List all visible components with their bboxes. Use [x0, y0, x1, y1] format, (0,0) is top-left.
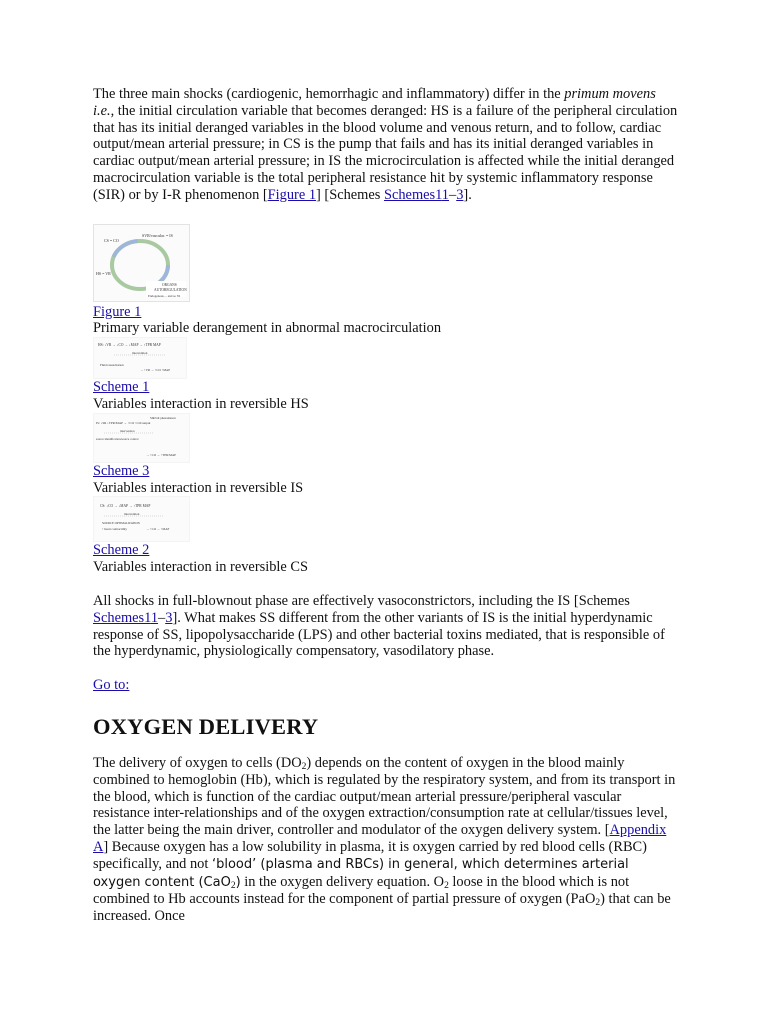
fig1-label: SVR/vascular. = IS: [142, 232, 173, 238]
text: ].: [463, 186, 472, 203]
go-to-link[interactable]: Go to:: [93, 677, 130, 694]
text: in the oxygen delivery equation. O: [240, 873, 445, 890]
text: ]. What makes SS different from the other variants of IS is the initial hyperdynamic response of SS, lipopolysaccharide (LPS) and other bacterial toxins mediated, that is responsible of the hyperdynamic, physiologically compensatory, vasodilatory phase.: [93, 609, 665, 660]
scheme-3-link[interactable]: 3: [165, 609, 173, 626]
scheme3-label: intervention: [120, 428, 135, 433]
subscript: 2: [301, 761, 307, 772]
figure-1-inline-link[interactable]: Figure 1: [267, 186, 317, 203]
scheme1-label: → ↑VR → ↑CO ↑MAP: [140, 368, 171, 373]
text: The delivery of oxygen to cells (DO: [93, 754, 302, 771]
scheme-3-link[interactable]: 3: [456, 186, 464, 203]
scheme-3-thumbnail[interactable]: [93, 413, 190, 463]
vasoconstrictor-paragraph: [93, 593, 678, 660]
schemes-link[interactable]: Schemes1: [93, 609, 151, 626]
fig1-label: Endogenous ... and so SS: [148, 293, 181, 298]
scheme-1-caption-link[interactable]: Scheme 1: [93, 379, 150, 396]
scheme-1-link[interactable]: 1: [441, 186, 449, 203]
text: ‘blood’ (plasma and RBCs) in general, which determines arterial oxygen content (CaO: [93, 856, 629, 890]
scheme-2-caption: Variables interaction in reversible CS: [93, 559, 308, 576]
scheme3-label: IS: ↓SR ↓TPR/MAP → ↑CO ↑CO/output: [96, 420, 151, 425]
subscript: 2: [595, 898, 601, 909]
article-body: [93, 86, 678, 925]
text: –: [449, 186, 457, 203]
figure-1-link[interactable]: Figure 1: [93, 303, 142, 320]
scheme-1-diagram: [94, 338, 186, 378]
scheme1-label: intervention: [132, 351, 148, 356]
scheme-2-thumbnail[interactable]: [93, 496, 190, 542]
text: All shocks in full-blownout phase are effectively vasoconstrictors, including the IS [Schemes: [93, 592, 630, 609]
fig1-label: HS = VR: [96, 270, 111, 276]
scheme-3-caption: Variables interaction in reversible IS: [93, 479, 304, 496]
scheme-1-thumbnail[interactable]: [93, 337, 187, 379]
scheme1-label: HS: ↓VR → ↓CO → ↓MAP → ↑TPR MAP: [98, 343, 161, 348]
text: , the initial circulation variable that becomes deranged: HS is a failure of the peripheral circulation that has its initial deranged variables in the blood volume and venous return, and to follow, cardiac output/mean arterial pressure; in CS is the pump that fails and has its initial deranged variables in cardiac output/mean arterial pressure; in IS the microcirculation is affected while the initial deranged macrocirculation variable is the total peripheral resistance hit by systemic inflammatory response (SIR) or by I-R phenomenon [: [93, 102, 678, 203]
section-heading-oxygen-delivery: OXYGEN DELIVERY: [93, 713, 319, 739]
text: ) that can be increased. Once: [93, 891, 671, 925]
scheme2-label: ↑ heart contractility: [102, 527, 127, 532]
scheme2-label: → ↑CO → ↑MAP: [146, 527, 170, 532]
text: ) depends on the content of oxygen in the blood mainly combined to hemoglobin (Hb), which is regulated by the respiratory system, and from its transport in the blood, which is function of the cardiac output/mean arterial pressure/peripheral vascular resistance inter-relationships and of the oxygen extraction/consumption rate at cellular/tissues level, the latter being the main driver, controller and modulator of the oxygen delivery system. [: [93, 754, 676, 839]
appendix-a-link[interactable]: Appendix A: [93, 822, 667, 855]
oxygen-delivery-paragraph: [93, 755, 678, 925]
fig1-label: AUTOREGULATION: [154, 287, 187, 292]
scheme-2-diagram: [94, 497, 189, 541]
scheme-3-diagram: [94, 414, 189, 462]
figure-1-thumbnail[interactable]: [93, 224, 190, 302]
subscript: 2: [230, 880, 236, 891]
scheme1-label: Fluid resuscitation: [100, 363, 124, 368]
text: loose in the blood which is not combined to Hb accounts instead for the component of partial pressure of oxygen (PaO: [93, 873, 630, 908]
text: –: [158, 609, 166, 626]
scheme2-label: intervention: [124, 512, 140, 517]
fig1-label: CS = CO: [104, 237, 119, 243]
schemes-link[interactable]: Schemes1: [383, 186, 442, 203]
emphasis-primum-movens: primum movens i.e.: [93, 86, 656, 119]
scheme-2-caption-link[interactable]: Scheme 2: [93, 542, 150, 559]
scheme2-label: SOURCE OPTIMALIZATION: [102, 521, 140, 526]
figure-1-caption: Primary variable derangement in abnormal macrocirculation: [93, 320, 442, 337]
text: ] [Schemes: [316, 186, 384, 203]
scheme-1-caption: Variables interaction in reversible HS: [93, 395, 309, 412]
figure-1-diagram: [94, 225, 189, 301]
scheme-3-caption-link[interactable]: Scheme 3: [93, 462, 150, 479]
intro-paragraph: [93, 86, 678, 204]
scheme-1-link[interactable]: 1: [150, 609, 159, 626]
fig1-label: ORGANS: [162, 282, 177, 287]
scheme2-label: CS: ↓CO → ↓MAP → ↑TPR MAP: [100, 504, 151, 509]
text: ): [235, 874, 241, 890]
text: ] Because oxygen has a low solubility in plasma, it is oxygen carried by red blood cells (RBC) specifically, and not: [93, 838, 647, 872]
scheme3-label: → ↑CO → ↑TPR/MAP: [146, 452, 177, 457]
scheme3-label: source identification/source control: [96, 436, 139, 441]
subscript: 2: [444, 880, 449, 891]
scheme3-label: SIR/I-R phenomenon: [150, 415, 176, 420]
text: The three main shocks (cardiogenic, hemorrhagic and inflammatory) differ in the: [93, 86, 565, 102]
